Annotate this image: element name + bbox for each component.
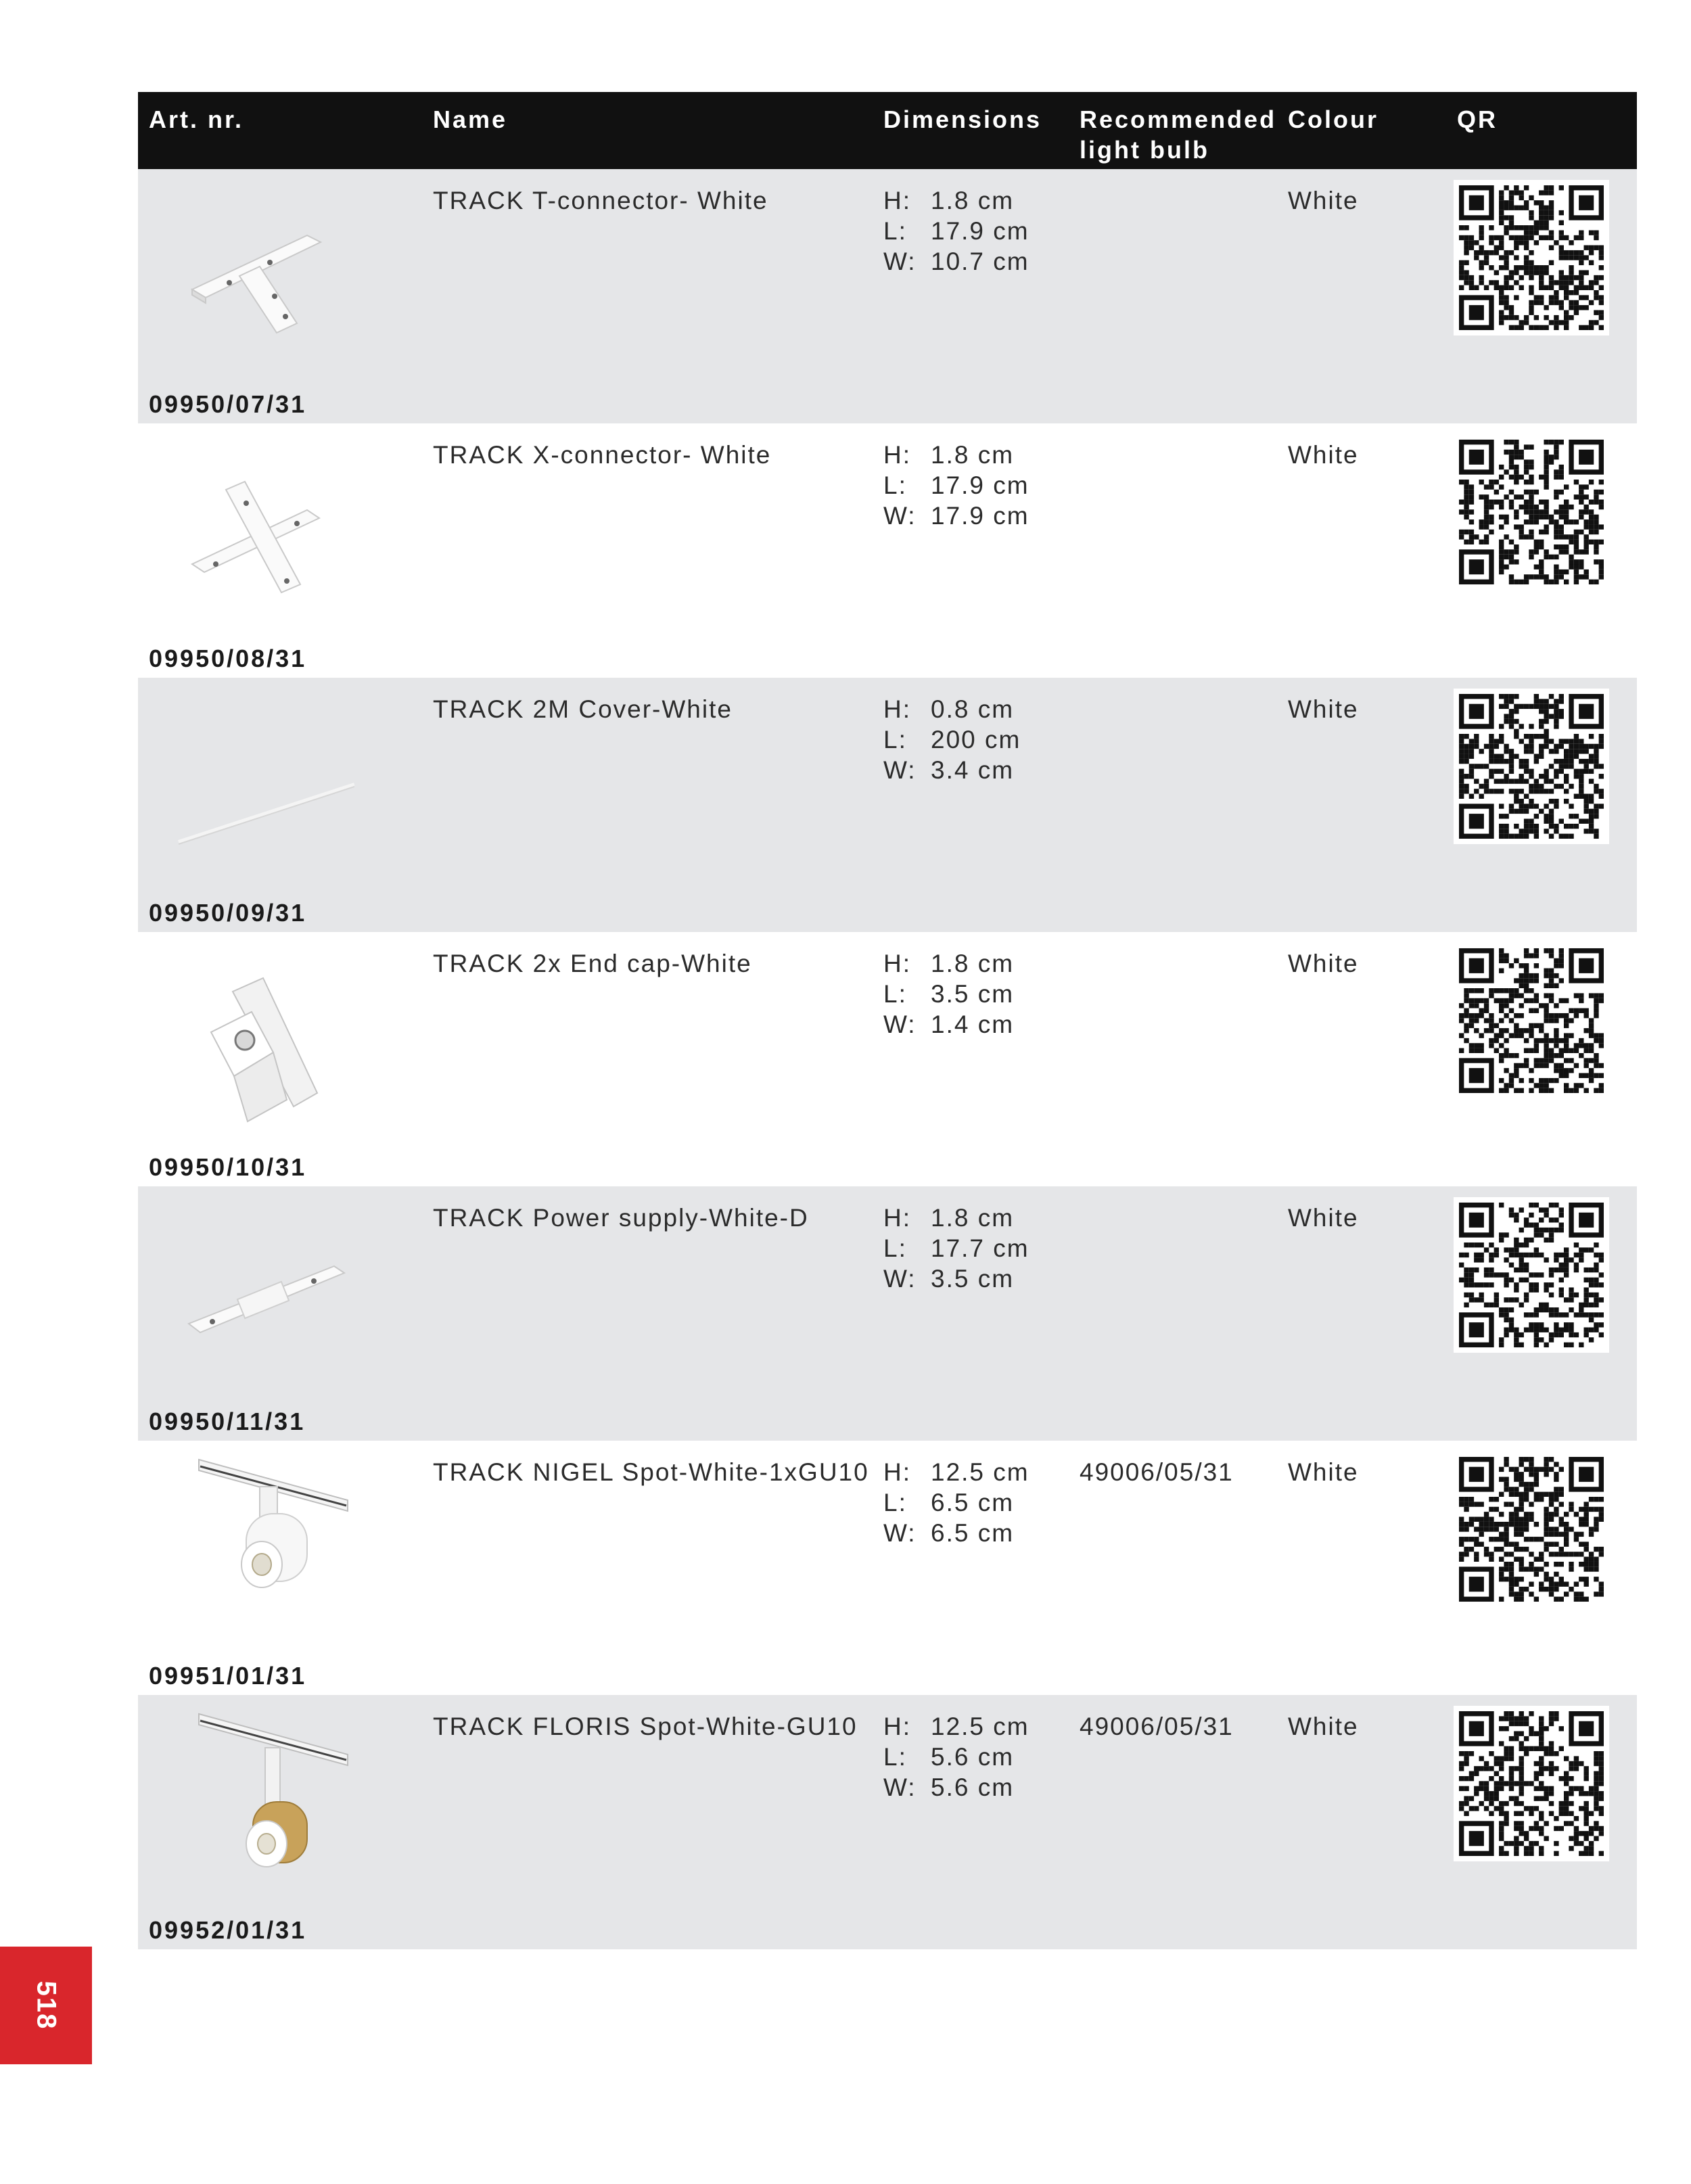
dim-key-w: W: xyxy=(883,1773,917,1801)
table-row xyxy=(138,678,1637,932)
dim-key-l: L: xyxy=(883,980,907,1008)
colour: White xyxy=(1288,695,1359,723)
dim-w-value: 10.7 cm xyxy=(931,248,1029,275)
nigel-spot-image xyxy=(152,1446,354,1649)
colour: White xyxy=(1288,1458,1359,1486)
dim-width xyxy=(883,1518,1029,1548)
dim-key-h: H: xyxy=(883,950,911,977)
dim-width xyxy=(883,1009,1014,1040)
dim-height xyxy=(883,1711,1029,1742)
dim-key-h: H: xyxy=(883,1713,911,1740)
dim-key-w: W: xyxy=(883,502,917,530)
dim-w-value: 3.5 cm xyxy=(931,1265,1015,1293)
header-name: Name xyxy=(433,106,508,133)
table-header xyxy=(138,92,1637,169)
dim-key-l: L: xyxy=(883,217,907,245)
dim-h-value: 12.5 cm xyxy=(931,1458,1029,1486)
page-number: 518 xyxy=(31,1980,62,2030)
dim-height xyxy=(883,1203,1029,1233)
dim-l-value: 3.5 cm xyxy=(931,980,1015,1008)
dim-h-value: 0.8 cm xyxy=(931,695,1015,723)
header-bulb-line2: light bulb xyxy=(1080,136,1209,164)
recommended-bulb: 49006/05/31 xyxy=(1080,1713,1234,1740)
art-number: 09950/11/31 xyxy=(149,1408,306,1435)
dim-length xyxy=(883,1487,1029,1518)
dim-key-w: W: xyxy=(883,756,917,784)
dim-l-value: 6.5 cm xyxy=(931,1489,1015,1516)
dim-length xyxy=(883,470,1029,501)
dim-height xyxy=(883,185,1029,216)
colour: White xyxy=(1288,187,1359,214)
dim-height xyxy=(883,948,1014,979)
table-row xyxy=(138,1441,1637,1695)
floris-spot-image xyxy=(152,1700,354,1903)
dim-w-value: 6.5 cm xyxy=(931,1519,1015,1547)
t-connector-image xyxy=(152,175,354,377)
dimensions xyxy=(883,1711,1029,1803)
dim-l-value: 17.7 cm xyxy=(931,1234,1029,1262)
dim-key-w: W: xyxy=(883,1010,917,1038)
product-table xyxy=(138,92,1637,1949)
art-number: 09950/08/31 xyxy=(149,645,307,672)
power-supply-image xyxy=(152,1192,354,1395)
dim-h-value: 1.8 cm xyxy=(931,441,1015,469)
art-number: 09950/10/31 xyxy=(149,1153,307,1181)
art-number: 09950/07/31 xyxy=(149,390,307,418)
qr-code[interactable] xyxy=(1454,943,1609,1098)
header-qr: QR xyxy=(1457,106,1498,133)
dim-width xyxy=(883,246,1029,277)
end-cap-image xyxy=(152,937,354,1140)
art-number: 09952/01/31 xyxy=(149,1916,307,1944)
dim-length xyxy=(883,216,1029,246)
dim-width xyxy=(883,501,1029,531)
x-connector-image xyxy=(152,429,354,632)
page-number-tab xyxy=(0,1947,92,2064)
dim-key-h: H: xyxy=(883,187,911,214)
dim-key-l: L: xyxy=(883,1743,907,1771)
table-row xyxy=(138,1695,1637,1949)
header-colour: Colour xyxy=(1288,106,1379,133)
dim-h-value: 1.8 cm xyxy=(931,950,1015,977)
dim-key-l: L: xyxy=(883,1489,907,1516)
header-dimensions: Dimensions xyxy=(883,106,1042,133)
dim-w-value: 5.6 cm xyxy=(931,1773,1015,1801)
colour: White xyxy=(1288,441,1359,469)
product-name: TRACK 2x End cap-White xyxy=(433,950,752,977)
recommended-bulb: 49006/05/31 xyxy=(1080,1458,1234,1486)
dim-key-l: L: xyxy=(883,471,907,499)
dim-key-w: W: xyxy=(883,1265,917,1293)
qr-code[interactable] xyxy=(1454,1451,1609,1607)
dim-length xyxy=(883,979,1014,1009)
table-row xyxy=(138,932,1637,1186)
header-art-nr: Art. nr. xyxy=(149,106,244,133)
dim-l-value: 17.9 cm xyxy=(931,217,1029,245)
qr-code[interactable] xyxy=(1454,180,1609,335)
qr-code[interactable] xyxy=(1454,1197,1609,1353)
dim-key-h: H: xyxy=(883,1204,911,1232)
dim-key-h: H: xyxy=(883,441,911,469)
dimensions xyxy=(883,1203,1029,1294)
colour: White xyxy=(1288,950,1359,977)
dim-length xyxy=(883,1742,1029,1772)
qr-code[interactable] xyxy=(1454,434,1609,590)
table-row xyxy=(138,423,1637,678)
product-name: TRACK X-connector- White xyxy=(433,441,772,469)
dim-key-l: L: xyxy=(883,726,907,753)
dim-key-h: H: xyxy=(883,1458,911,1486)
table-row xyxy=(138,1186,1637,1441)
dimensions xyxy=(883,440,1029,531)
product-name: TRACK Power supply-White-D xyxy=(433,1204,809,1232)
dimensions xyxy=(883,948,1014,1040)
dim-l-value: 17.9 cm xyxy=(931,471,1029,499)
dim-width xyxy=(883,1263,1029,1294)
dim-length xyxy=(883,724,1021,755)
qr-code[interactable] xyxy=(1454,689,1609,844)
dim-key-w: W: xyxy=(883,1519,917,1547)
dim-width xyxy=(883,755,1021,785)
qr-code[interactable] xyxy=(1454,1706,1609,1861)
header-recommended-bulb xyxy=(1080,104,1276,165)
dim-w-value: 17.9 cm xyxy=(931,502,1029,530)
dim-w-value: 1.4 cm xyxy=(931,1010,1015,1038)
dim-key-h: H: xyxy=(883,695,911,723)
cover-image xyxy=(152,683,354,886)
product-name: TRACK NIGEL Spot-White-1xGU10 xyxy=(433,1458,869,1486)
dim-w-value: 3.4 cm xyxy=(931,756,1015,784)
table-body xyxy=(138,169,1637,1949)
dim-h-value: 1.8 cm xyxy=(931,1204,1015,1232)
dim-height xyxy=(883,1457,1029,1487)
product-name: TRACK 2M Cover-White xyxy=(433,695,733,723)
dim-h-value: 12.5 cm xyxy=(931,1713,1029,1740)
dimensions xyxy=(883,1457,1029,1548)
dim-width xyxy=(883,1772,1029,1803)
dimensions xyxy=(883,185,1029,277)
dim-length xyxy=(883,1233,1029,1263)
colour: White xyxy=(1288,1713,1359,1740)
product-name: TRACK T-connector- White xyxy=(433,187,768,214)
colour: White xyxy=(1288,1204,1359,1232)
header-bulb-line1: Recommended xyxy=(1080,106,1277,133)
dim-key-w: W: xyxy=(883,248,917,275)
dim-l-value: 200 cm xyxy=(931,726,1021,753)
dimensions xyxy=(883,694,1021,785)
product-name: TRACK FLORIS Spot-White-GU10 xyxy=(433,1713,858,1740)
table-row xyxy=(138,169,1637,423)
dim-h-value: 1.8 cm xyxy=(931,187,1015,214)
dim-height xyxy=(883,694,1021,724)
art-number: 09951/01/31 xyxy=(149,1662,307,1690)
art-number: 09950/09/31 xyxy=(149,899,307,927)
dim-height xyxy=(883,440,1029,470)
dim-key-l: L: xyxy=(883,1234,907,1262)
dim-l-value: 5.6 cm xyxy=(931,1743,1015,1771)
